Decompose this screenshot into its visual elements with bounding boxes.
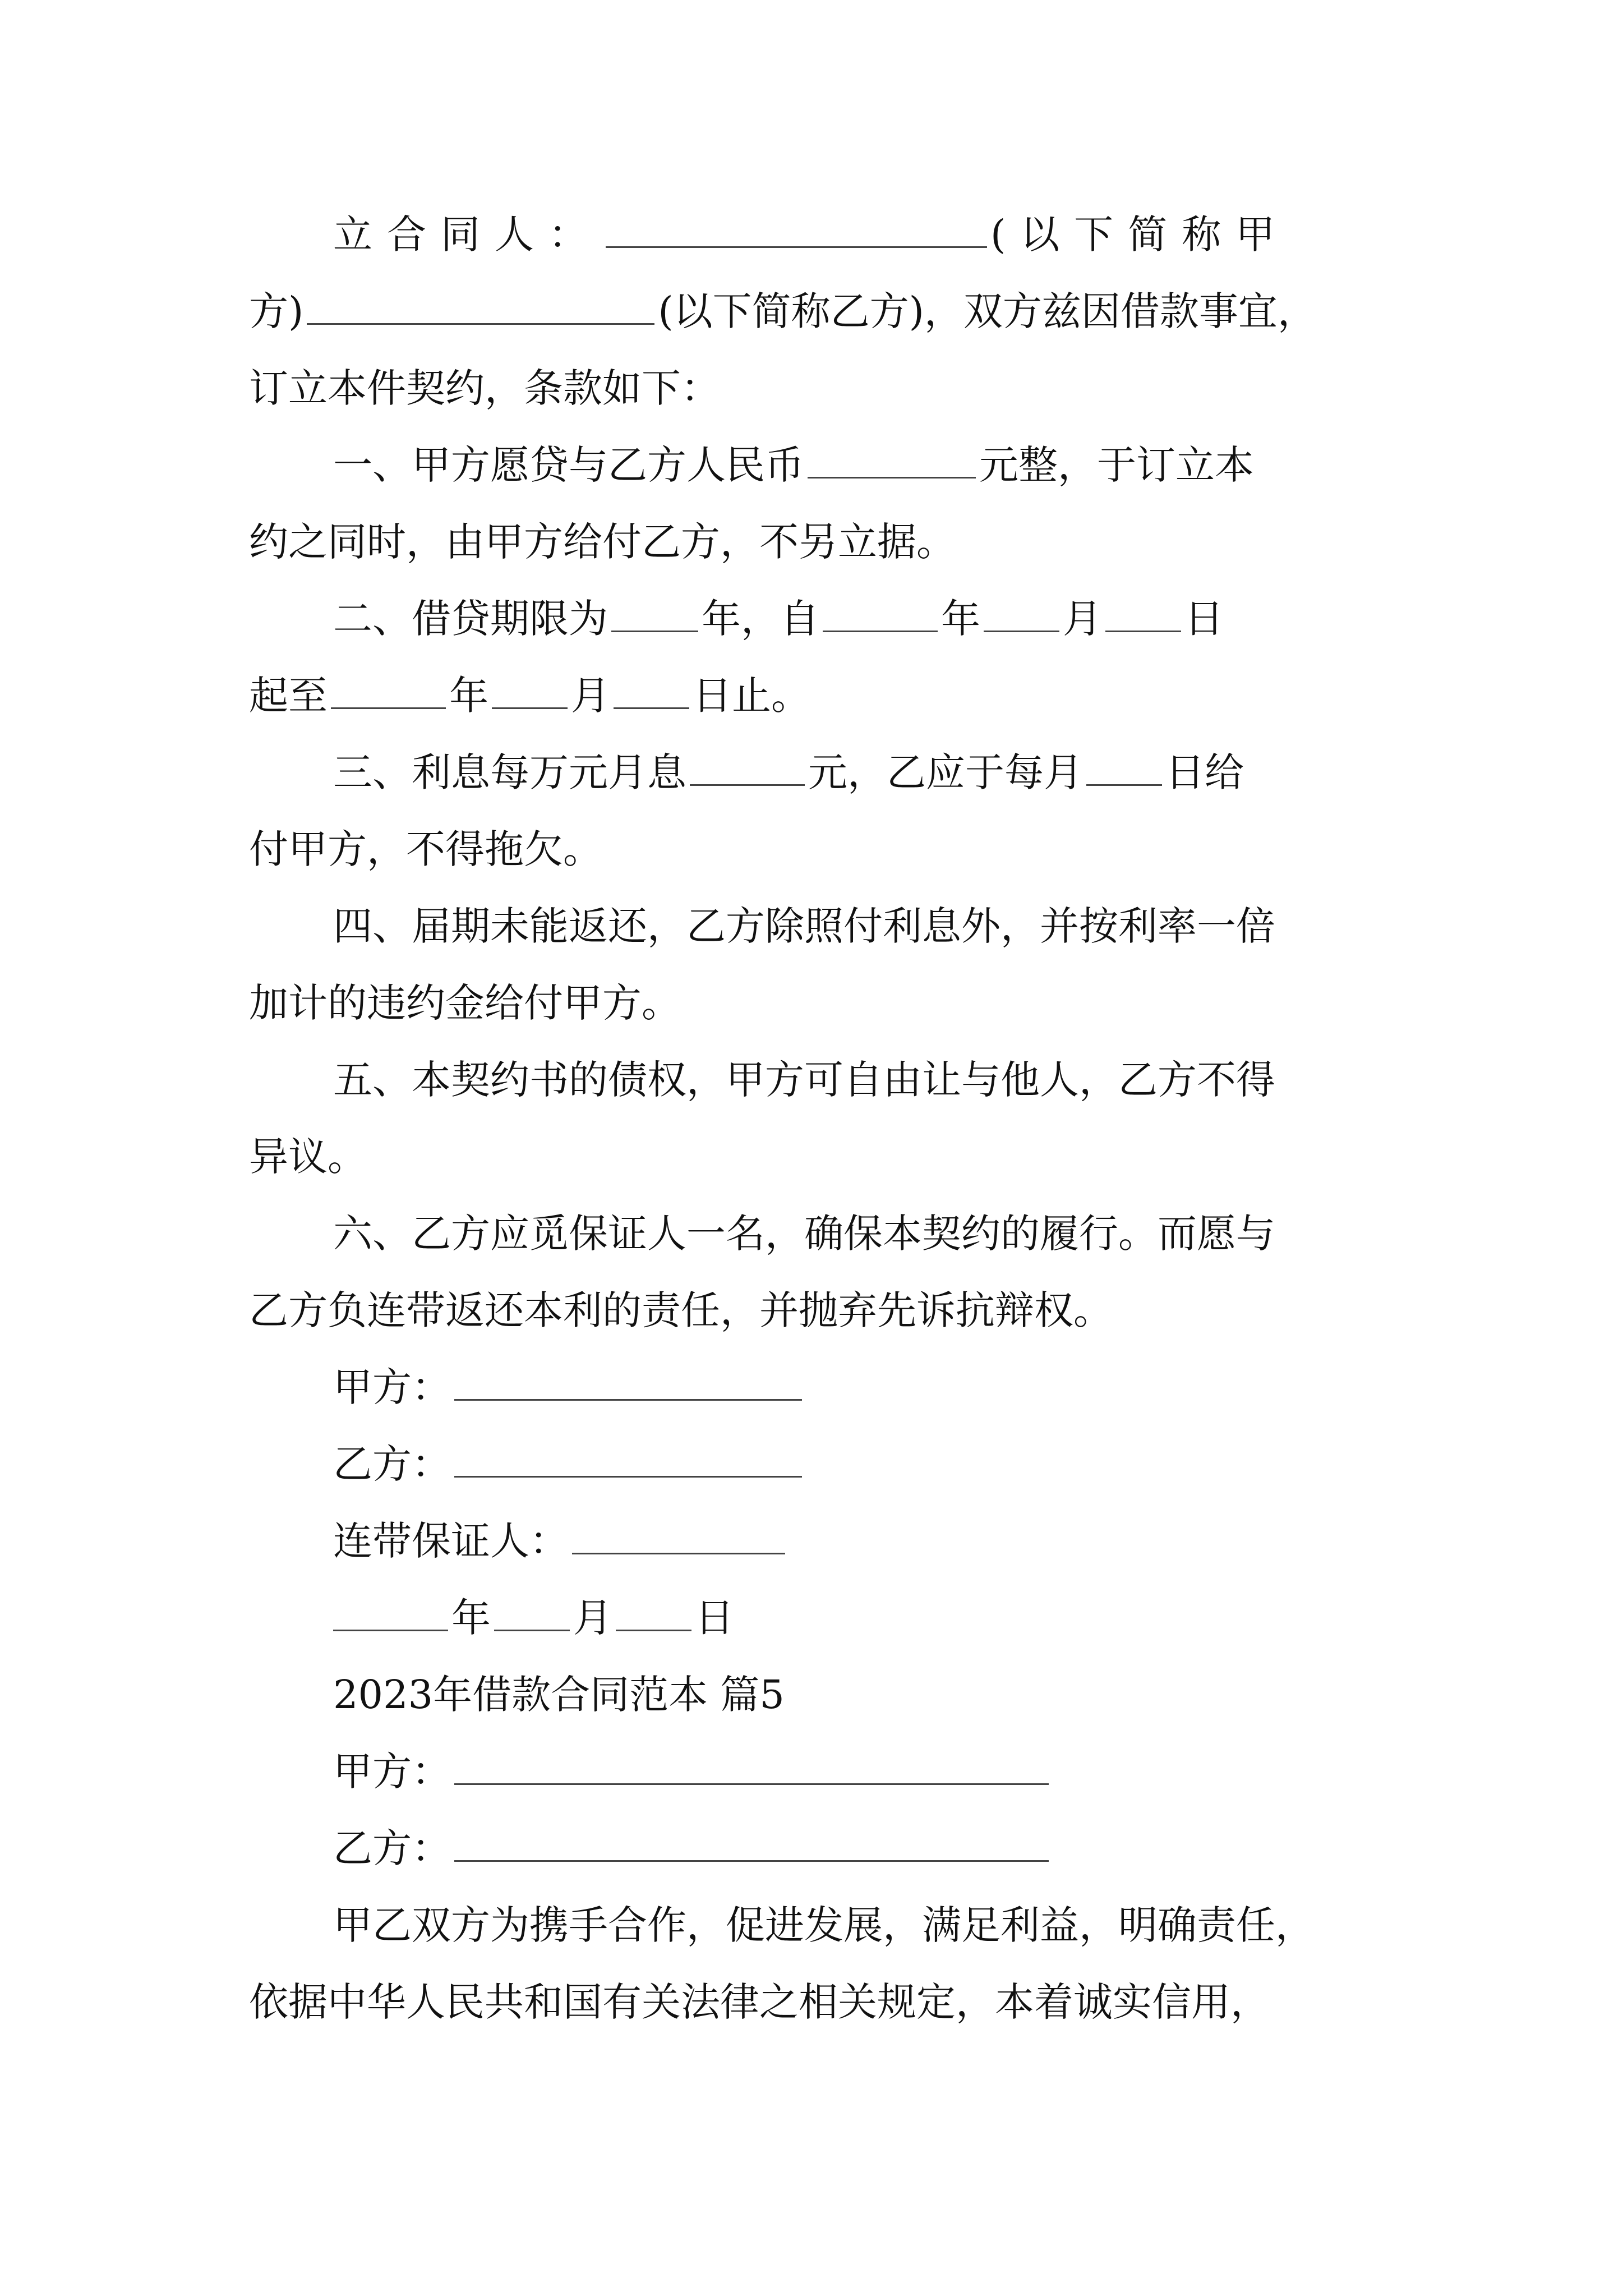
end-month-blank (492, 668, 568, 709)
section-5-intro-line-1 (249, 1887, 1393, 1964)
signature-party-b-blank (454, 1437, 802, 1478)
preamble-party-a-note: (以下简称甲 (990, 211, 1290, 257)
signature-party-a-blank (454, 1360, 802, 1401)
preamble-parties-label: 立合同人： (333, 211, 602, 257)
signature-party-b (249, 1426, 1393, 1503)
start-month-blank (984, 591, 1059, 632)
clause-1-text-b: 元整，于订立本 (979, 442, 1254, 488)
section-5-party-a-label: 甲方： (333, 1749, 451, 1795)
date-line (249, 1580, 1393, 1657)
preamble-party-b-note: (以下简称乙方)，双方兹因借款事宜， (658, 288, 1317, 334)
clause-4-line-1 (249, 888, 1393, 965)
clause-5-line-1 (249, 1042, 1393, 1119)
clause-3-line-1 (249, 734, 1393, 811)
clause-1-line-2 (249, 504, 1393, 581)
interest-amount-blank (690, 745, 805, 786)
signature-party-a (249, 1349, 1393, 1426)
preamble-conclusion: 订立本件契约，条款如下： (249, 365, 720, 411)
section-heading (249, 1657, 1393, 1733)
date-day-blank (616, 1590, 691, 1631)
clause-1-line-1 (249, 427, 1393, 504)
section-5-party-a-blank (454, 1744, 1049, 1785)
party-a-name-blank (606, 207, 987, 248)
clause-3-text-c: 日给 (1165, 749, 1244, 795)
clause-2-text-a: 二、借贷期限为 (333, 596, 608, 642)
preamble-line-3 (249, 350, 1393, 427)
section-5-party-b (249, 1810, 1393, 1887)
clause-6-text-a: 六、乙方应觅保证人一名，确保本契约的履行。而愿与 (333, 1211, 1275, 1257)
clause-4-line-2 (249, 965, 1393, 1042)
clause-2-text-h: 月 (571, 673, 610, 719)
clause-2-line-1 (249, 581, 1393, 657)
date-month-blank (494, 1590, 570, 1631)
party-b-name-blank (307, 284, 654, 325)
loan-amount-blank (808, 438, 976, 478)
preamble-party-a-note-end: 方) (249, 288, 304, 334)
clause-3-text-b: 元，乙应于每月 (808, 749, 1083, 795)
start-day-blank (1105, 591, 1181, 632)
clause-2-text-b: 年，自 (702, 596, 819, 642)
payment-day-blank (1086, 745, 1162, 786)
date-year-label: 年 (451, 1595, 491, 1641)
date-year-blank (333, 1590, 448, 1631)
clause-3-line-2 (249, 811, 1393, 888)
preamble-line-2 (249, 273, 1393, 350)
clause-5-text-a: 五、本契约书的债权，甲方可自由让与他人，乙方不得 (333, 1057, 1275, 1103)
section-5-intro-1: 甲乙双方为携手合作，促进发展，满足利益，明确责任， (333, 1902, 1315, 1948)
clause-2-line-2 (249, 657, 1393, 734)
section-5-intro-2: 依据中华人民共和国有关法律之相关规定，本着诚实信用， (249, 1979, 1270, 2025)
clause-2-text-i: 日止。 (693, 673, 810, 719)
clause-1-text-c: 约之同时，由甲方给付乙方，不另立据。 (249, 519, 956, 565)
end-year-blank (331, 668, 446, 709)
clause-1-text-a: 一、甲方愿贷与乙方人民币 (333, 442, 804, 488)
section-heading-text: 2023年借款合同范本 篇5 (333, 1672, 785, 1718)
date-day-label: 日 (695, 1595, 734, 1641)
signature-guarantor (249, 1503, 1393, 1580)
clause-3-text-a: 三、利息每万元月息 (333, 749, 686, 795)
clause-2-text-c: 年 (941, 596, 980, 642)
preamble-line-1 (249, 196, 1393, 273)
signature-guarantor-label: 连带保证人： (333, 1518, 569, 1564)
clause-2-text-d: 月 (1063, 596, 1102, 642)
clause-6-line-1 (249, 1195, 1393, 1272)
clause-4-text-a: 四、届期未能返还，乙方除照付利息外，并按利率一倍 (333, 903, 1275, 949)
clause-5-text-b: 异议。 (249, 1134, 367, 1180)
end-day-blank (614, 668, 689, 709)
section-5-intro-line-2 (249, 1964, 1393, 2041)
signature-party-a-label: 甲方： (333, 1364, 451, 1410)
date-month-label: 月 (573, 1595, 612, 1641)
section-5-party-b-label: 乙方： (333, 1825, 451, 1871)
clause-2-text-f: 起至 (249, 673, 328, 719)
signature-party-b-label: 乙方： (333, 1441, 451, 1487)
clause-3-text-d: 付甲方，不得拖欠。 (249, 826, 602, 872)
section-5-party-a (249, 1733, 1393, 1810)
clause-5-line-2 (249, 1119, 1393, 1195)
term-years-blank (611, 591, 698, 632)
signature-guarantor-blank (572, 1513, 785, 1554)
clause-4-text-b: 加计的违约金给付甲方。 (249, 980, 681, 1026)
clause-2-text-e: 日 (1184, 596, 1224, 642)
section-5-party-b-blank (454, 1821, 1049, 1862)
clause-6-line-2 (249, 1272, 1393, 1349)
clause-2-text-g: 年 (449, 673, 488, 719)
contract-text (249, 196, 1393, 2041)
start-year-blank (823, 591, 938, 632)
clause-6-text-b: 乙方负连带返还本利的责任，并抛弃先诉抗辩权。 (249, 1287, 1113, 1333)
